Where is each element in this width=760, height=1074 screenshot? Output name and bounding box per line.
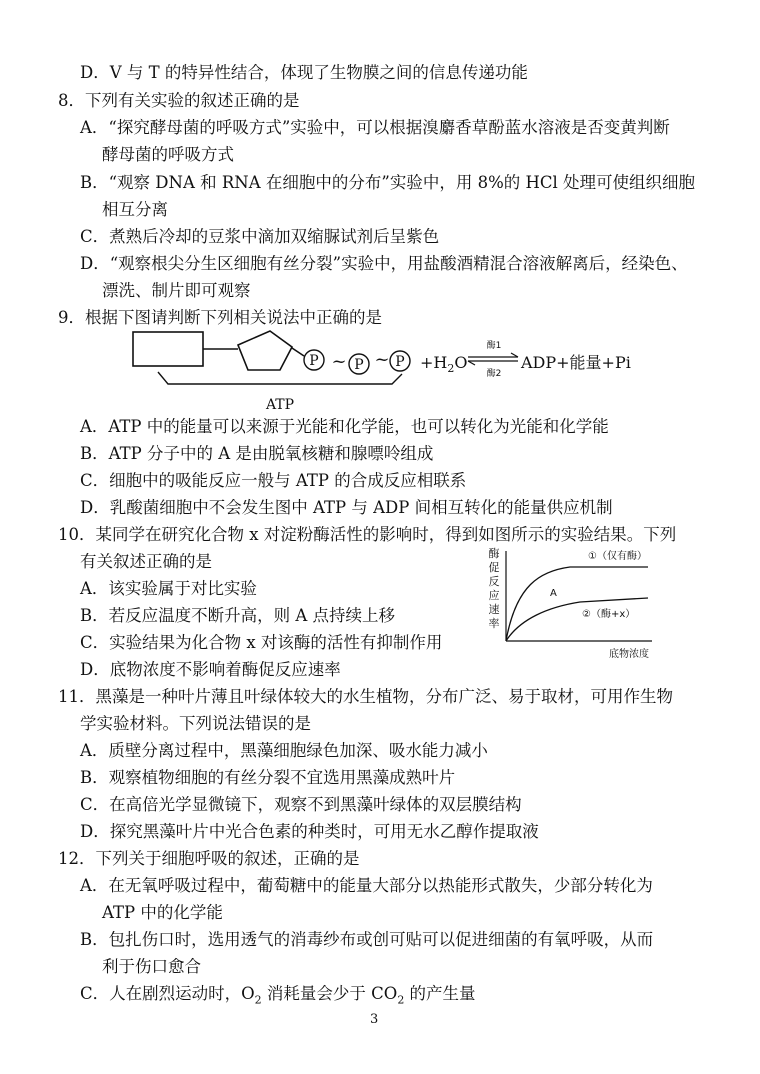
text-line: D．V 与 T 的特异性结合，体现了生物膜之间的信息传递功能	[80, 63, 528, 82]
ylabel-char: 速	[488, 603, 500, 616]
ylabel-char: 促	[488, 561, 500, 574]
text-line: 9．根据下图请判断下列相关说法中正确的是	[58, 308, 382, 327]
text-line: ATP 中的化学能	[102, 903, 223, 922]
text-line: B．包扎伤口时，选用透气的消毒纱布或创可贴可以促进细菌的有氧呼吸，从而	[80, 930, 654, 949]
atp-bracket	[158, 372, 402, 384]
svg-text:P: P	[354, 357, 364, 373]
page-number: 3	[370, 1012, 379, 1027]
text-line: A．该实验属于对比实验	[80, 579, 257, 598]
ylabel-char: 酶	[488, 547, 500, 560]
text-line: A．质壁分离过程中，黑藻细胞绿色加深、吸水能力减小	[80, 741, 488, 760]
text-line: 10．某同学在研究化合物 x 对淀粉酶活性的影响时，得到如图所示的实验结果。下列	[58, 525, 677, 544]
svg-text:ADP+能量+Pi: ADP+能量+Pi	[521, 353, 631, 372]
text-line: A．在无氧呼吸过程中，葡萄糖中的能量大部分以热能形式散失，少部分转化为	[80, 876, 653, 895]
text-line: 12．下列关于细胞呼吸的叙述，正确的是	[58, 849, 360, 868]
q12-option-c: C．人在剧烈运动时，$O_2$ 消耗量会少于 $CO_2$ 的产生量	[80, 984, 476, 1007]
text-line: D．“观察根尖分生区细胞有丝分裂”实验中，用盐酸酒精混合溶液解离后，经染色、	[80, 254, 688, 273]
adenine-box	[133, 332, 203, 366]
chart-ylabel	[489, 546, 500, 630]
text-line: 酵母菌的呼吸方式	[102, 145, 234, 164]
ylabel-char: 反	[488, 575, 500, 588]
ylabel-char: 率	[488, 617, 500, 630]
svg-text:酶2: 酶2	[486, 369, 502, 379]
text-line: 有关叙述正确的是	[80, 552, 212, 571]
text-line: 利于伤口愈合	[102, 957, 201, 976]
text-line: B．“观察 DNA 和 RNA 在细胞中的分布”实验中，用 8%的 HCl 处理可使组织细胞	[80, 173, 696, 192]
text-line: C．细胞中的吸能反应一般与 ATP 的合成反应相联系	[80, 471, 467, 490]
text-line: A．“探究酵母菌的呼吸方式”实验中，可以根据溴麝香草酚蓝水溶液是否变黄判断	[80, 118, 670, 137]
text-line: 漂洗、制片即可观察	[102, 281, 251, 300]
atp-diagram	[120, 320, 640, 415]
text-line: A．ATP 中的能量可以来源于光能和化学能，也可以转化为光能和化学能	[80, 417, 609, 436]
svg-text:②（酶+x）: ②（酶+x）	[582, 609, 636, 620]
svg-text:酶1: 酶1	[486, 341, 502, 351]
text-line: D．底物浓度不影响着酶促反应速率	[80, 660, 341, 679]
text-line: D．探究黑藻叶片中光合色素的种类时，可用无水乙醇作提取液	[80, 822, 539, 841]
text-line: C．实验结果为化合物 x 对该酶的活性有抑制作用	[80, 633, 443, 652]
svg-text:A: A	[550, 588, 557, 599]
svg-text:底物浓度: 底物浓度	[609, 649, 649, 660]
enzyme-rate-chart	[470, 545, 670, 665]
text-line: B．观察植物细胞的有丝分裂不宜选用黑藻成熟叶片	[80, 768, 456, 787]
ylabel-char: 应	[488, 589, 500, 602]
svg-text:①（仅有酶）: ①（仅有酶）	[588, 551, 647, 562]
ribose-pentagon	[238, 331, 292, 370]
svg-text:P: P	[309, 353, 319, 369]
text-line: 学实验材料。下列说法错误的是	[80, 714, 311, 733]
text-line: 8．下列有关实验的叙述正确的是	[58, 91, 300, 110]
svg-text:~: ~	[374, 349, 390, 370]
text-line: B．若反应温度不断升高，则 A 点持续上移	[80, 606, 396, 625]
svg-text:P: P	[395, 354, 405, 370]
curve-enzyme-only	[506, 567, 648, 641]
svg-text:~: ~	[331, 351, 347, 372]
text-line: D．乳酸菌细胞中不会发生图中 ATP 与 ADP 间相互转化的能量供应机制	[80, 498, 613, 517]
water-term: $+H_2O$	[420, 353, 468, 375]
text-line: 相互分离	[102, 200, 168, 219]
text-line: C．煮熟后冷却的豆浆中滴加双缩脲试剂后呈紫色	[80, 227, 440, 246]
text-line: C．在高倍光学显微镜下，观察不到黑藻叶绿体的双层膜结构	[80, 795, 522, 814]
text-line: 11．黑藻是一种叶片薄且叶绿体较大的水生植物，分布广泛、易于取材，可用作生物	[58, 687, 673, 706]
svg-text:ATP: ATP	[265, 397, 295, 413]
text-line: B．ATP 分子中的 A 是由脱氧核糖和腺嘌呤组成	[80, 444, 434, 463]
